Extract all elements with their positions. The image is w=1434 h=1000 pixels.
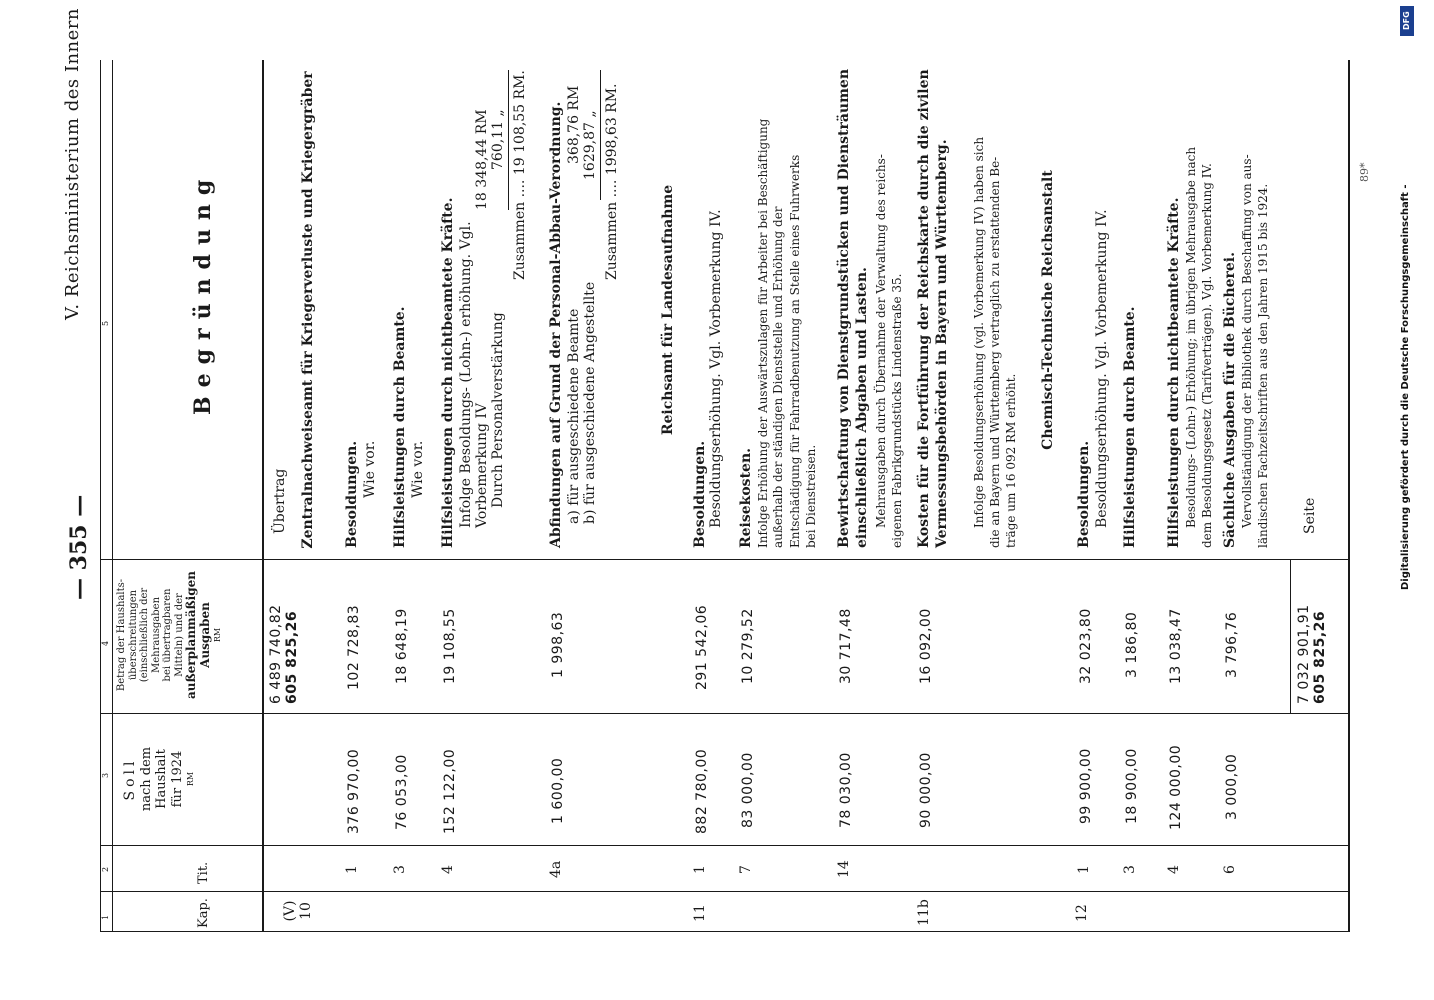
betrag-11-14: 30 717,48 (838, 608, 854, 684)
tit-12-3: 3 (1122, 865, 1138, 874)
r4a-b: b) für ausgeschiedene Angestellte (582, 281, 598, 524)
betrag-12-6: 3 796,76 (1224, 611, 1240, 678)
section-12-title: Chemisch-Technische Reichsanstalt (1040, 170, 1056, 450)
header-bottom-rule (262, 60, 264, 932)
r11-14b: eigenen Fabrikgrundstücks Lindenstraße 35. (890, 273, 904, 548)
tit-10-1: 1 (344, 865, 360, 874)
tit-11-14: 14 (836, 860, 852, 878)
betrag-10-1: 102 728,83 (346, 604, 362, 690)
soll-12-3: 18 900,00 (1124, 748, 1140, 824)
col-num-2: 2 (101, 866, 110, 872)
soll-12-1: 99 900,00 (1078, 748, 1094, 824)
col-sep-1 (100, 891, 1350, 892)
text-10-4: Hilfsleistungen durch nichtbeamtete Kräfte. (440, 197, 456, 548)
col-num-4: 4 (101, 640, 110, 646)
kap-header: Kap. (196, 898, 211, 928)
dfg-logo: DFG (1400, 6, 1414, 36)
betrag-10-4: 19 108,55 (442, 608, 458, 684)
r4-amt1: 18 348,44 RM (474, 109, 490, 210)
tit-header: Tit. (196, 861, 211, 884)
uebertrag-label: Übertrag (272, 468, 288, 534)
tit-10-4: 4 (440, 865, 456, 874)
bottom-rule (1348, 60, 1350, 932)
begruendung-header: Begründung (190, 170, 216, 415)
r11-1-detail: Besoldungserhöhung. Vgl. Vorbemerkung IV. (708, 209, 724, 528)
tit-10-3: 3 (392, 865, 408, 874)
col-sep-4 (100, 559, 1350, 560)
soll-10-4a: 1 600,00 (550, 757, 566, 824)
r4-line3: Durch Personalverstärkung (490, 312, 506, 508)
soll-10-1: 376 970,00 (346, 748, 362, 834)
betrag-11-1: 291 542,06 (694, 604, 710, 690)
top-rule (100, 60, 101, 932)
r11b-b: die an Bayern und Württemberg vertraglich zu erstattenden Be- (988, 156, 1002, 548)
r11-7a: Infolge Erhöhung der Auswärtszulagen für Arbeiter bei Beschäftigung außerhalb der ständigen Dienststelle und Erhöhung der (756, 118, 785, 548)
soll-11-14: 78 030,00 (838, 752, 854, 828)
r4a-b-amt: 1629,87 „ (582, 110, 598, 180)
r12-6b: ländischen Fachzeitschriften aus den Jahren 1915 bis 1924. (1256, 183, 1270, 548)
col-sep-3 (100, 713, 1350, 714)
wie-vor-10-3: Wie vor. (410, 440, 426, 498)
kap-12: 12 (1074, 904, 1090, 922)
soll-header: Soll nach dem Haushalt für 1924 RM (122, 746, 195, 812)
betrag-10-3: 18 648,19 (394, 608, 410, 684)
betrag-11b: 16 092,00 (918, 608, 934, 684)
r4a-a: a) für ausgeschiedene Beamte (566, 308, 582, 524)
text-12-1: Besoldungen. (1076, 440, 1092, 548)
col-sep-0 (100, 931, 1350, 932)
r11-7c: bei Dienstreisen. (804, 444, 818, 548)
r11-7b: Entschädigung für Fahrradbenutzung an Stelle eines Fuhrwerks (788, 154, 802, 548)
r4-amt2: 760,11 „ (490, 109, 506, 170)
kap-11: 11 (692, 904, 708, 922)
betrag-12-3: 3 186,80 (1124, 611, 1140, 678)
soll-11b: 90 000,00 (918, 752, 934, 828)
r12-4a: Besoldungs- (Lohn-) Erhöhung; im übrigen Mehrausgabe nach (1184, 146, 1198, 528)
sheet-mark: 89* (1358, 162, 1371, 182)
text-11-14: Bewirtschaftung von Dienstgrundstücken und Diensträumen einschließlich Abgaben und Lasten. (836, 68, 870, 548)
text-10-3: Hilfsleistungen durch Beamte. (392, 306, 408, 548)
soll-10-4: 152 122,00 (442, 748, 458, 834)
r4-sum: Zusammen .... 19 108,55 RM. (512, 70, 528, 280)
r4a-sum: Zusammen .... 1998,63 RM. (604, 83, 620, 280)
col-num-3: 3 (101, 772, 110, 778)
r12-6a: Vervollständigung der Bibliothek durch Beschaffung von aus- (1240, 154, 1254, 528)
r4a-a-amt: 368,76 RM (566, 85, 582, 164)
soll-10-3: 76 053,00 (394, 754, 410, 830)
text-11-1: Besoldungen. (692, 440, 708, 548)
tit-10-4a: 4a (548, 860, 564, 878)
seite-label: Seite (1302, 497, 1318, 534)
section-11-title: Reichsamt für Landesaufnahme (660, 184, 676, 436)
col-num-1: 1 (101, 914, 110, 920)
col-sep-2 (100, 845, 1350, 846)
betrag-11-7: 10 279,52 (740, 608, 756, 684)
r4-sum-rule (508, 70, 509, 210)
text-12-3: Hilfsleistungen durch Beamte. (1122, 306, 1138, 548)
r11b-a: Infolge Besoldungserhöhung (vgl. Vorbemerkung IV) haben sich (972, 136, 986, 528)
text-11-7: Reisekosten. (738, 448, 754, 548)
soll-11-1: 882 780,00 (694, 748, 710, 834)
soll-12-4: 124 000,00 (1168, 744, 1184, 830)
r12-1-detail: Besoldungserhöhung. Vgl. Vorbemerkung IV. (1094, 209, 1110, 528)
betrag-12-1: 32 023,80 (1078, 608, 1094, 684)
r11-14a: Mehrausgaben durch Übernahme der Verwaltung des reichs- (874, 154, 888, 528)
page-number: — 355 — (66, 494, 92, 600)
r4-line1: Infolge Besoldungs- (Lohn-) erhöhung. Vgl. (458, 221, 474, 528)
text-10-4a: Abfindungen auf Grund der Personal-Abbau-Verordnung. (548, 101, 564, 548)
dfg-credit-strip (1396, 0, 1434, 1000)
tit-12-1: 1 (1076, 865, 1092, 874)
text-10-1: Besoldungen. (344, 440, 360, 548)
uebertrag-amount-1: 6 489 740,82 (268, 604, 284, 704)
number-strip-rule (112, 60, 113, 932)
total-amount-1: 7 032 901,91 (1296, 604, 1312, 704)
tit-11-1: 1 (692, 865, 708, 874)
r4a-sum-rule (600, 70, 601, 200)
tit-12-6: 6 (1222, 865, 1238, 874)
betrag-12-4: 13 038,47 (1168, 608, 1184, 684)
text-12-6: Sächliche Ausgaben für die Bücherei. (1222, 252, 1238, 548)
kap-11b: 11b (916, 899, 932, 926)
betrag-header: Betrag der Haushalts- überschreitungen (einschließlich der Mehrausgaben bei übertragbaren Mitteln) und der außerplanmäßigen Ausgaben RM (116, 571, 222, 699)
text-12-4: Hilfsleistungen durch nichtbeamtete Kräfte. (1166, 197, 1182, 548)
uebertrag-amount-2: 605 825,26 (284, 610, 300, 704)
kap-10: (V) 10 (282, 900, 314, 922)
section-10-title: Zentralnachweiseamt für Kriegerverluste und Kriegergräber (300, 71, 316, 549)
total-amount-2: 605 825,26 (1312, 610, 1328, 704)
r4-line2: Vorbemerkung IV (474, 402, 490, 528)
tit-11-7: 7 (738, 865, 754, 874)
r12-4b: dem Besoldungsgesetz (Tarifverträgen). Vgl. Vorbemerkung IV. (1200, 163, 1214, 548)
dfg-credit-text: Digitalisierung gefördert durch die Deutsche Forschungsgemeinschaft - (1400, 184, 1411, 590)
r11b-c: träge um 16 092 RM erhöht. (1004, 373, 1018, 548)
ministry-title: V. Reichsministerium des Innern (62, 8, 83, 320)
col-num-5: 5 (101, 320, 110, 326)
soll-11-7: 83 000,00 (740, 752, 756, 828)
wie-vor-10-1: Wie vor. (362, 440, 378, 498)
soll-12-6: 3 000,00 (1224, 753, 1240, 820)
total-rule (1290, 560, 1291, 714)
text-11b: Kosten für die Fortführung der Reichskarte durch die zivilen Vermessungsbehörden in Bayern und Württemberg. (916, 69, 950, 548)
tit-12-4: 4 (1166, 865, 1182, 874)
betrag-10-4a: 1 998,63 (550, 611, 566, 678)
